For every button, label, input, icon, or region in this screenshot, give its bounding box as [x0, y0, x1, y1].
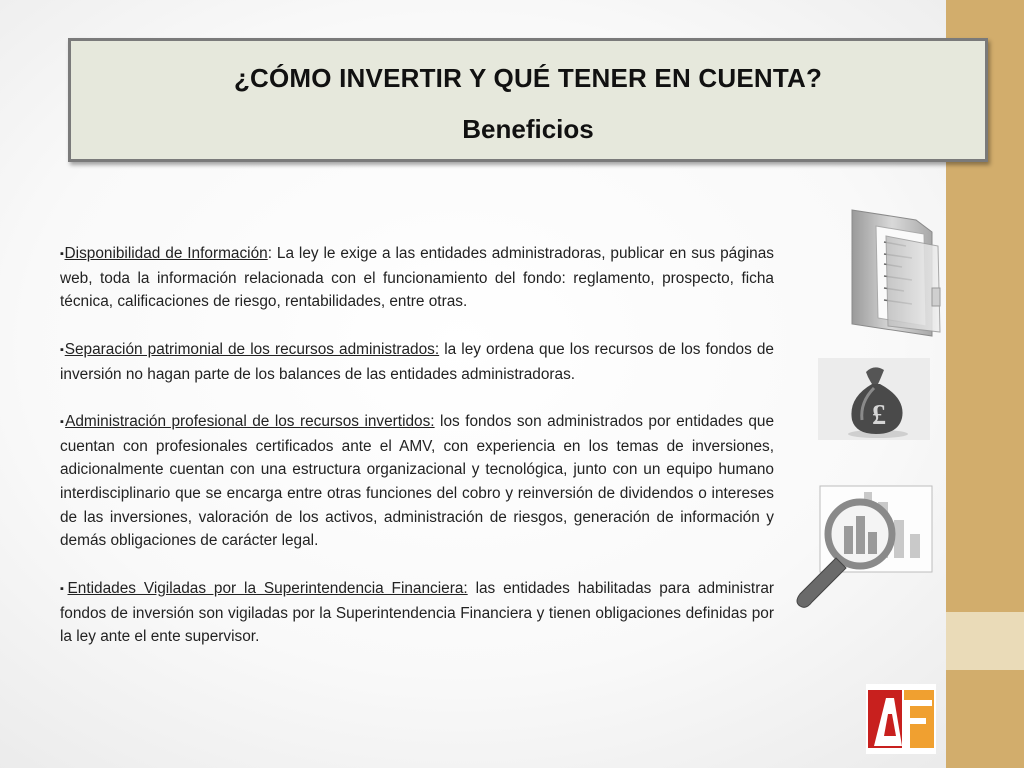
bullet-text: las entidades habilitadas para administrar fondos de inversión son vigiladas por la Superintendencia Financiera y tienen obligaciones definidas por la ley ante el ente supervisor. — [60, 579, 775, 646]
bullet-marker: ▪ — [60, 582, 68, 595]
magnifier-chart-icon — [790, 482, 936, 618]
bullet-marker: ▪ — [60, 248, 65, 260]
bullet-marker: ▪ — [60, 343, 65, 356]
bullet-marker: ▪ — [60, 415, 66, 428]
stripe-band-middle — [946, 612, 1024, 670]
money-bag-pound-icon — [818, 358, 930, 440]
bullet-term: Disponibilidad de Información — [64, 245, 268, 262]
bullet-item — [60, 242, 774, 314]
bullet-text: : La ley le exige a las entidades administradoras, publicar en sus páginas web, toda la información relacionada con el funcionamiento del fondo: reglamento, prospecto, ficha técnica, calificaciones de riesgo, rentabilidades, entre otras. — [60, 245, 774, 311]
af-logo — [866, 684, 936, 754]
folder-documents-icon — [846, 206, 942, 342]
bullet-item — [60, 410, 774, 553]
bullet-term: Entidades Vigiladas por la Superintendencia Financiera: — [67, 579, 468, 597]
bullet-term: Separación patrimonial de los recursos administrados: — [64, 340, 440, 358]
stripe-band-bottom — [946, 670, 1024, 768]
title-box — [68, 38, 988, 162]
bullet-term: Administración profesional de los recursos invertidos: — [65, 412, 435, 430]
bullet-item — [60, 577, 774, 649]
bullet-text: los fondos son administrados por entidades que cuentan con profesionales certificados ante el AMV, con experiencia en los temas de inversiones, adicionalmente cuentan con una estructura organizacional y tecnológica, junto con un equipo humano interdisciplinario que se encarga entre otras funciones del cobro y reinversión de dividendos o intereses de las inversiones, valoración de los activos, administración de riesgos, generación de información y demás obligaciones de carácter legal. — [60, 412, 775, 550]
bullet-text: la ley ordena que los recursos de los fondos de inversión no hagan parte de los balances de las entidades administradoras. — [60, 340, 774, 383]
slide-title: ¿CÓMO INVERTIR Y QUÉ TENER EN CUENTA? — [233, 63, 823, 93]
bullet-item — [60, 338, 774, 386]
slide-subtitle: Beneficios — [462, 114, 594, 144]
bullet-list — [60, 242, 774, 673]
svg-text:£: £ — [872, 400, 886, 431]
